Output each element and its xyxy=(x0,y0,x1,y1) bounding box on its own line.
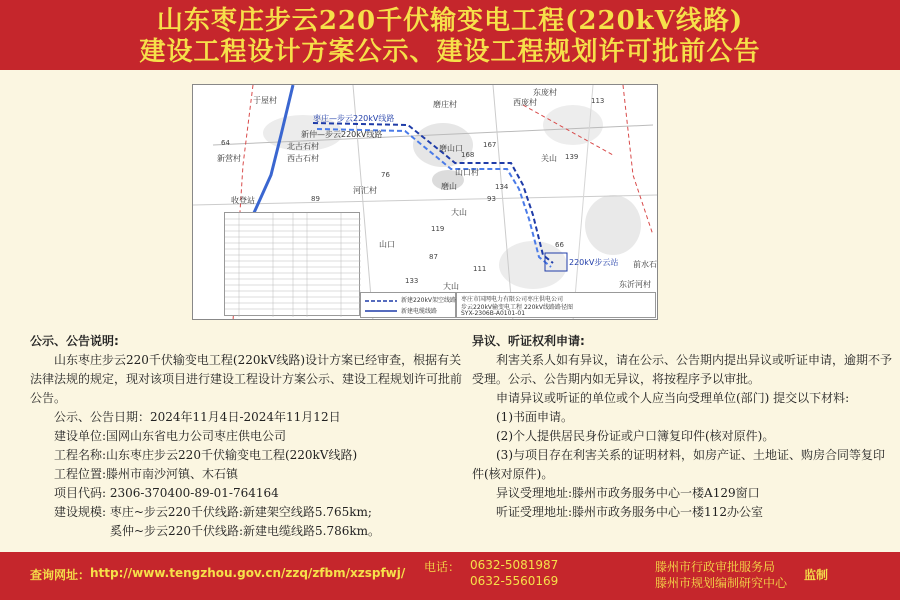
materials-item-1: (1)书面申请。 xyxy=(496,410,573,424)
supervise-label: 监制 xyxy=(804,568,829,582)
title-block-drawing: 步云220kV输变电工程 220kV线路路径图 xyxy=(461,304,573,311)
construction-unit: 建设单位:国网山东省电力公司枣庄供电公司 xyxy=(54,429,287,443)
hearing-address: 听证受理地址:滕州市政务服务中心一楼112办公室 xyxy=(496,505,763,519)
notice-paragraph: 山东枣庄步云220千伏输变电工程(220kV线路)设计方案已经审查，根据有关法律法规的规定，现对该项目进行建设工程设计方案公示、建设工程规划许可批前公告。 xyxy=(30,353,463,405)
map-label-village: 东沂河村 xyxy=(619,280,651,289)
map-title-block xyxy=(456,292,656,318)
legend-cable: 新建电缆线路 xyxy=(401,308,438,315)
phone-label: 电话： xyxy=(424,560,461,574)
map-label-village: 西古石村 xyxy=(287,154,319,163)
objection-address: 异议受理地址:滕州市政务服务中心一楼A129窗口 xyxy=(496,486,760,500)
map-elevation: 93 xyxy=(487,195,496,203)
header-banner xyxy=(0,0,900,70)
materials-item-3: (3)与项目存在利害关系的证明材料，如房产证、土地证、购房合同等复印件(核对原件)。 xyxy=(472,448,886,481)
materials-intro: 申请异议或听证的单位或个人应当向受理单位(部门) 提交以下材料: xyxy=(496,391,850,405)
map-label-village: 新营村 xyxy=(217,154,241,163)
construction-scale-2: 奚仲~步云220千伏线路:新建电缆线路5.786km。 xyxy=(110,524,381,538)
map-label-village: 山口村 xyxy=(455,168,479,177)
map-label-village: 于屋村 xyxy=(253,96,277,105)
legend-overhead: 新建220kV架空线路 xyxy=(401,297,457,304)
project-name: 工程名称:山东枣庄步云220千伏输变电工程(220kV线路) xyxy=(54,448,358,462)
map-label-village: 西庞村 xyxy=(513,98,537,107)
page-title-line2: 建设工程设计方案公示、建设工程规划许可批前公告 xyxy=(139,37,761,67)
objection-heading: 异议、听证权利申请: xyxy=(472,334,585,348)
map-elevation: 119 xyxy=(431,225,445,233)
objection-section xyxy=(472,332,892,522)
materials-item-2: (2)个人提供居民身份证或户口簿复印件(核对原件)。 xyxy=(496,429,775,443)
project-code: 项目代码: 2306-370400-89-01-764164 xyxy=(54,486,279,500)
map-label-place: 大山 xyxy=(451,208,467,217)
map-elevation: 89 xyxy=(311,195,320,203)
map-label-place: 大山 xyxy=(443,282,459,291)
map-label-route-zaozhuang: 枣庄—步云220kV线路 xyxy=(313,114,395,123)
map-elevation: 111 xyxy=(473,265,487,273)
notice-section xyxy=(30,332,470,541)
issuing-org-2: 滕州市规划编制研究中心 xyxy=(655,576,788,590)
construction-scale-1: 建设规模: 枣庄~步云220千伏线路:新建架空线路5.765km; xyxy=(54,505,372,519)
map-elevation: 168 xyxy=(461,151,475,159)
objection-paragraph: 利害关系人如有异议，请在公示、公告期内提出异议或听证申请，逾期不予受理。公示、公告期内如无异议，将按程序予以审批。 xyxy=(472,353,893,386)
notice-heading: 公示、公告说明: xyxy=(30,334,119,348)
map-label-place: 关山 xyxy=(541,154,557,163)
notice-date: 公示、公告日期：2024年11月4日-2024年11月12日 xyxy=(54,410,341,424)
phone-number-1: 0632-5081987 xyxy=(470,558,559,572)
map-elevation: 167 xyxy=(483,141,497,149)
project-location: 工程位置:滕州市南沙河镇、木石镇 xyxy=(54,467,239,481)
map-elevation: 113 xyxy=(591,97,605,105)
map-elevation: 133 xyxy=(405,277,419,285)
map-label-village: 河汇村 xyxy=(353,186,377,195)
coordinate-table-grid xyxy=(225,213,361,317)
map-elevation: 134 xyxy=(495,183,509,191)
map-elevation: 87 xyxy=(429,253,438,261)
query-url-link[interactable]: http://www.tengzhou.gov.cn/zzq/zfbm/xzspfwj/ xyxy=(90,566,406,580)
map-elevation: 64 xyxy=(221,139,230,147)
issuing-org-1: 滕州市行政审批服务局 xyxy=(655,560,776,574)
title-block-company: 枣庄市国网电力有限公司枣庄供电公司 xyxy=(461,296,564,303)
title-block-code: SYX-2306B-A0101-01 xyxy=(461,310,526,317)
phone-number-2: 0632-5560169 xyxy=(470,574,559,588)
map-legend xyxy=(360,292,456,318)
map-elevation: 66 xyxy=(555,241,564,249)
map-elevation: 139 xyxy=(565,153,579,161)
coordinate-table xyxy=(224,212,360,316)
map-label-village: 东庞村 xyxy=(533,88,557,97)
map-label-station: 收登站 xyxy=(231,196,255,205)
map-label-place: 磨山 xyxy=(441,182,457,191)
map-label-route-xizhong: 新仲—步云220kV线路 xyxy=(301,130,383,139)
page-title-line1: 山东枣庄步云220千伏输变电工程(220kV线路) xyxy=(156,6,744,36)
query-label: 查询网址： xyxy=(30,568,91,582)
map-label-village: 磨庄村 xyxy=(433,100,457,109)
map-label-substation: 220kV步云站 xyxy=(569,258,619,267)
map-label-village: 北古石村 xyxy=(287,142,319,151)
map-label-place: 山口 xyxy=(379,240,395,249)
footer-banner xyxy=(0,552,900,600)
map-elevation: 76 xyxy=(381,171,390,179)
map-label-place: 磨山口 xyxy=(439,144,463,153)
map-label-village: 前水石 xyxy=(633,260,657,269)
